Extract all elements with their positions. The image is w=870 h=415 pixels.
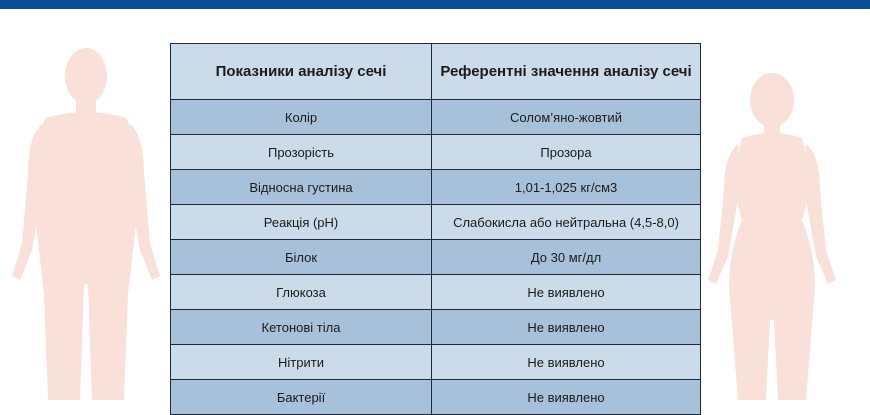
reference-value-cell: Не виявлено	[432, 275, 701, 310]
reference-value-cell: Слабокисла або нейтральна (4,5-8,0)	[432, 205, 701, 240]
male-silhouette-illustration	[6, 44, 166, 400]
column-header-reference-values: Референтні значення аналізу сечі	[432, 44, 701, 100]
table-row	[171, 380, 701, 415]
top-banner-bar	[0, 0, 870, 9]
reference-value-cell: Не виявлено	[432, 345, 701, 380]
reference-value-cell: Не виявлено	[432, 310, 701, 345]
parameter-cell: Колір	[171, 100, 432, 135]
parameter-cell: Прозорість	[171, 135, 432, 170]
urinalysis-reference-table	[170, 43, 700, 415]
table-row	[171, 205, 701, 240]
parameter-cell: Білок	[171, 240, 432, 275]
column-header-parameters: Показники аналізу сечі	[171, 44, 432, 100]
parameter-cell: Глюкоза	[171, 275, 432, 310]
reference-value-cell: 1,01-1,025 кг/см3	[432, 170, 701, 205]
parameter-cell: Бактерії	[171, 380, 432, 415]
reference-value-cell: Солом’яно-жовтий	[432, 100, 701, 135]
table-row	[171, 100, 701, 135]
table-row	[171, 275, 701, 310]
table-header-row	[171, 44, 701, 100]
parameter-cell: Відносна густина	[171, 170, 432, 205]
reference-value-cell: До 30 мг/дл	[432, 240, 701, 275]
reference-value-cell: Не виявлено	[432, 380, 701, 415]
table-row	[171, 345, 701, 380]
table-row	[171, 240, 701, 275]
table-row	[171, 310, 701, 345]
table-row	[171, 170, 701, 205]
parameter-cell: Нітрити	[171, 345, 432, 380]
parameter-cell: Кетонові тіла	[171, 310, 432, 345]
table-row	[171, 135, 701, 170]
female-silhouette-illustration	[702, 70, 842, 400]
reference-value-cell: Прозора	[432, 135, 701, 170]
parameter-cell: Реакція (pH)	[171, 205, 432, 240]
